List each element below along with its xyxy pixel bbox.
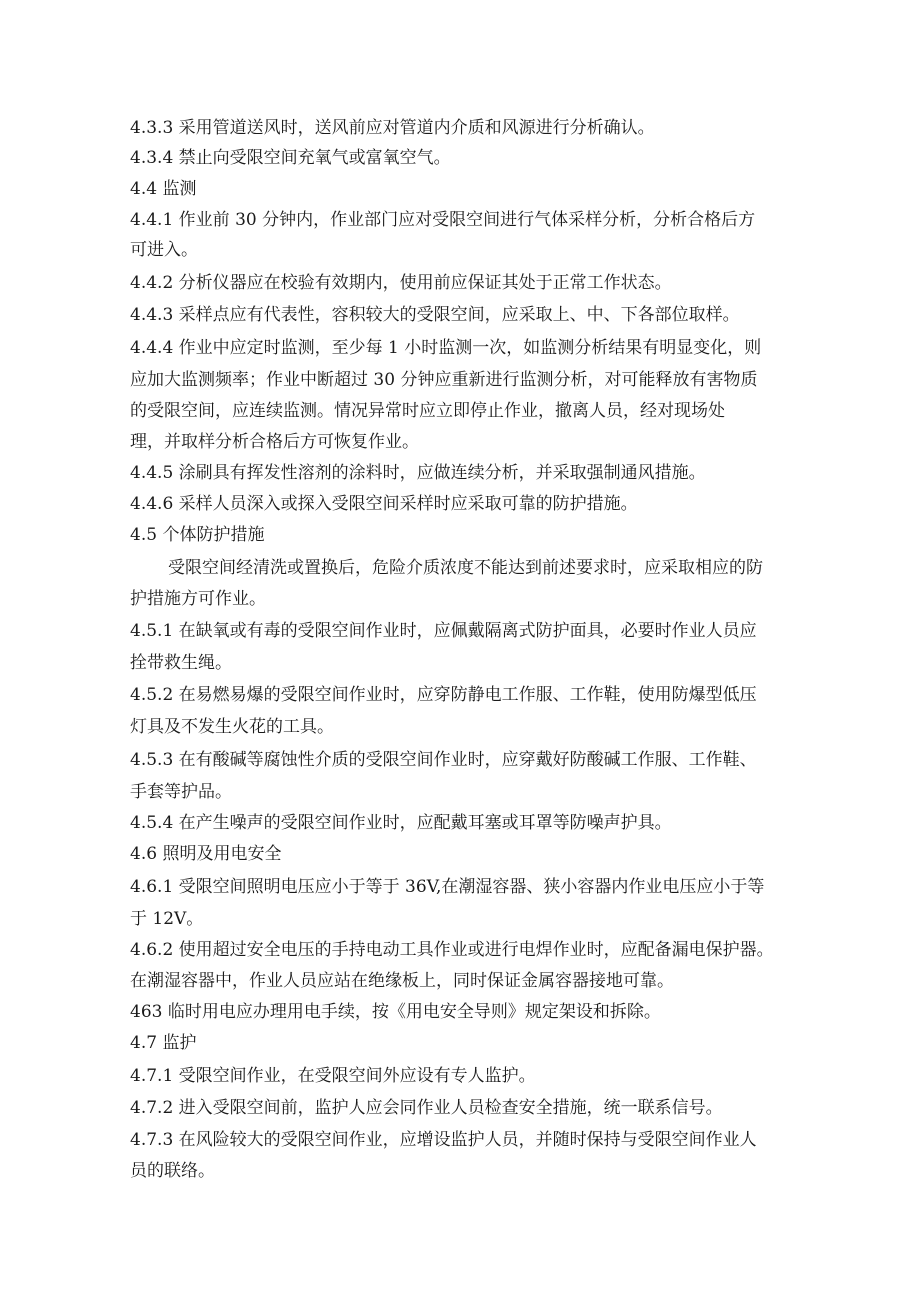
section-heading: 4.5 个体防护措施	[130, 525, 265, 545]
text-line: 4.5.2 在易燃易爆的受限空间作业时，应穿防静电工作服、工作鞋，使用防爆型低压	[130, 685, 757, 705]
text-line: 4.5.4 在产生噪声的受限空间作业时，应配戴耳塞或耳罩等防噪声护具。	[130, 813, 672, 833]
text-line: 4.5.1 在缺氧或有毒的受限空间作业时，应佩戴隔离式防护面具，必要时作业人员应	[130, 621, 757, 641]
text-line: 应加大监测频率；作业中断超过 30 分钟应重新进行监测分析，对可能释放有害物质	[130, 370, 758, 390]
text-line: 4.3.3 采用管道送风时，送风前应对管道内介质和风源进行分析确认。	[130, 118, 655, 138]
text-line: 受限空间经清洗或置换后，危险介质浓度不能达到前述要求时，应采取相应的防	[168, 558, 763, 578]
text-line: 4.5.3 在有酸碱等腐蚀性介质的受限空间作业时，应穿戴好防酸碱工作服、工作鞋、	[130, 750, 757, 770]
text-line: 4.6.1 受限空间照明电压应小于等于 36V,在潮湿容器、狭小容器内作业电压应小于等	[130, 877, 765, 897]
text-line: 4.4.3 采样点应有代表性，容积较大的受限空间，应采取上、中、下各部位取样。	[130, 305, 740, 325]
section-heading: 4.7 监护	[130, 1033, 197, 1053]
text-line: 4.4.4 作业中应定时监测，至少每 1 小时监测一次，如监测分析结果有明显变化，则	[130, 338, 762, 358]
text-line: 4.3.4 禁止向受限空间充氧气或富氧空气。	[130, 148, 451, 168]
text-line: 4.6.2 使用超过安全电压的手持电动工具作业或进行电焊作业时，应配备漏电保护器。	[130, 940, 774, 960]
text-line: 的受限空间，应连续监测。情况异常时应立即停止作业，撤离人员，经对现场处	[130, 401, 725, 421]
text-line: 4.4.2 分析仪器应在校验有效期内，使用前应保证其处于正常工作状态。	[130, 273, 672, 293]
section-heading: 4.4 监测	[130, 179, 197, 199]
text-line: 4.7.3 在风险较大的受限空间作业，应增设监护人员，并随时保持与受限空间作业人	[130, 1130, 757, 1150]
text-line: 463 临时用电应办理用电手续，按《用电安全导则》规定架设和拆除。	[130, 1002, 661, 1022]
text-line: 拴带救生绳。	[130, 653, 232, 673]
text-line: 4.4.6 采样人员深入或探入受限空间采样时应采取可靠的防护措施。	[130, 494, 638, 514]
text-line: 理，并取样分析合格后方可恢复作业。	[130, 432, 419, 452]
text-line: 在潮湿容器中，作业人员应站在绝缘板上，同时保证金属容器接地可靠。	[130, 971, 674, 991]
text-line: 护措施方可作业。	[130, 589, 266, 609]
section-heading: 4.6 照明及用电安全	[130, 844, 282, 864]
text-line: 手套等护品。	[130, 782, 232, 802]
text-line: 4.4.5 涂刷具有挥发性溶剂的涂料时，应做连续分析，并采取强制通风措施。	[130, 463, 706, 483]
text-line: 于 12V。	[130, 909, 204, 929]
text-line: 4.7.1 受限空间作业，在受限空间外应设有专人监护。	[130, 1066, 536, 1086]
text-line: 4.7.2 进入受限空间前，监护人应会同作业人员检查安全措施，统一联系信号。	[130, 1098, 723, 1118]
text-line: 员的联络。	[130, 1161, 215, 1181]
text-line: 灯具及不发生火花的工具。	[130, 717, 334, 737]
text-line: 可进入。	[130, 240, 198, 260]
text-line: 4.4.1 作业前 30 分钟内，作业部门应对受限空间进行气体采样分析，分析合格后方	[130, 210, 756, 230]
